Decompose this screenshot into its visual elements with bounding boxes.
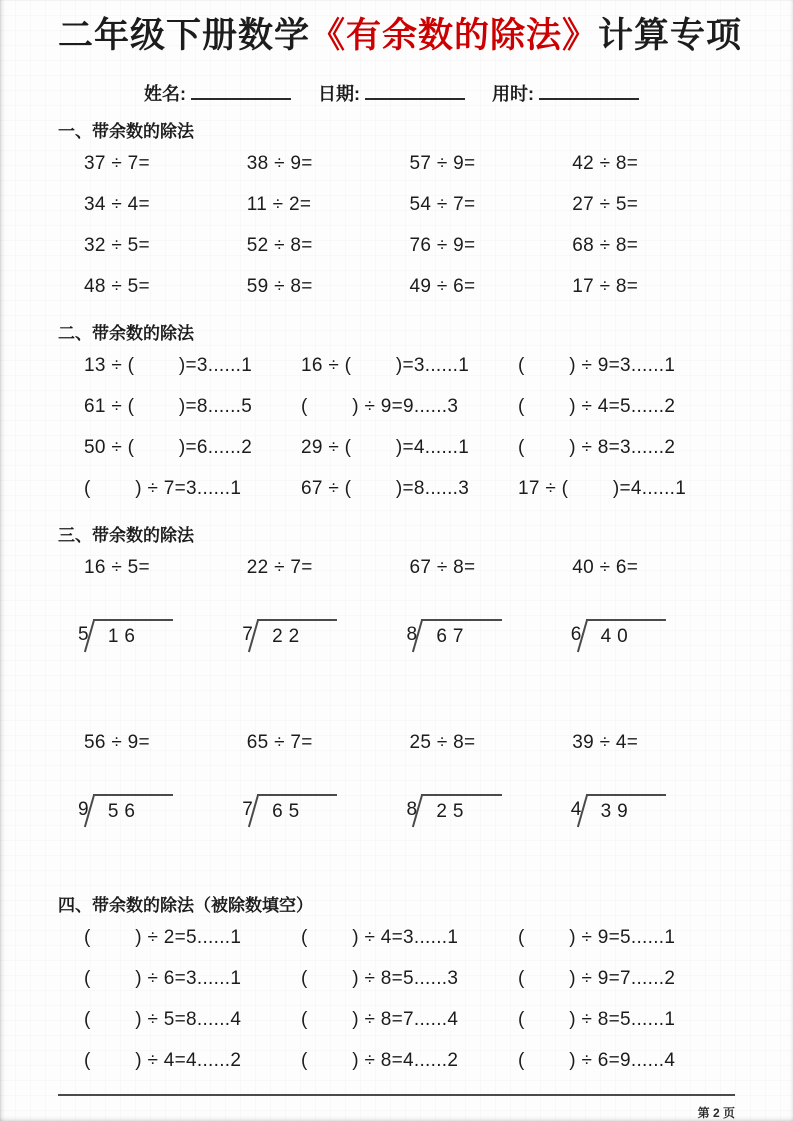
section-3-heading: 三、带余数的除法 [58, 525, 194, 545]
dividend: 3 9 [586, 794, 666, 825]
problem: ( ) ÷ 4=3......1 [301, 927, 459, 949]
long-division-row [58, 794, 735, 836]
title-prefix: 二年级下册数学 [58, 16, 311, 55]
problem-row [58, 144, 735, 185]
title-suffix: 计算专项 [598, 16, 743, 55]
divisor: 4 [570, 798, 582, 820]
time-field [492, 84, 649, 104]
dividend: 4 0 [586, 619, 666, 650]
problem-row [58, 428, 735, 469]
problem-row [58, 1000, 735, 1041]
long-division-row [58, 619, 735, 661]
info-line [58, 80, 735, 106]
long-division [78, 794, 242, 825]
long-division [78, 619, 242, 650]
problem: ( ) ÷ 9=7......2 [518, 968, 676, 990]
divisor: 9 [78, 798, 89, 820]
page-number: 第 2 页 [697, 1105, 735, 1120]
problem: 59 ÷ 8= [246, 276, 313, 298]
problem-row [58, 918, 735, 959]
dividend: 2 2 [257, 619, 337, 650]
problem-row [58, 959, 735, 1000]
long-division [571, 619, 735, 650]
problem: ( ) ÷ 8=7......4 [301, 1009, 459, 1031]
problem: 37 ÷ 7= [84, 153, 150, 175]
title-highlight: 《有余数的除法》 [310, 16, 599, 55]
date-field [318, 84, 475, 104]
problem: ( ) ÷ 9=3......1 [518, 355, 676, 377]
divisor: 7 [242, 798, 254, 820]
long-division [242, 619, 406, 650]
time-label: 用时: [492, 83, 535, 104]
problem: 67 ÷ ( )=8......3 [301, 478, 470, 500]
problem: 16 ÷ 5= [84, 557, 150, 579]
problem-row [58, 1041, 735, 1082]
problem: ( ) ÷ 9=5......1 [518, 927, 676, 949]
problem-row [58, 185, 735, 226]
name-label: 姓名: [143, 83, 186, 104]
problem: 50 ÷ ( )=6......2 [84, 437, 253, 459]
footer-divider [58, 1094, 735, 1096]
section-4 [58, 893, 735, 1082]
dividend: 6 7 [421, 619, 501, 650]
divisor: 8 [406, 798, 418, 820]
problem: 57 ÷ 9= [409, 153, 476, 175]
dividend: 6 5 [257, 794, 337, 825]
problem: 52 ÷ 8= [246, 235, 313, 257]
divisor: 5 [78, 623, 89, 645]
problem: 17 ÷ ( )=4......1 [518, 478, 687, 500]
problem: ( ) ÷ 6=3......1 [84, 968, 242, 990]
problem-row [58, 387, 735, 428]
problem-row [58, 267, 735, 308]
section-1-heading: 一、带余数的除法 [58, 121, 194, 141]
problem: 11 ÷ 2= [246, 194, 312, 216]
problem: 54 ÷ 7= [409, 194, 476, 216]
problem: ( ) ÷ 5=8......4 [84, 1009, 242, 1031]
problem: 40 ÷ 6= [572, 557, 639, 579]
problem: ( ) ÷ 8=3......2 [518, 437, 676, 459]
problem: 17 ÷ 8= [572, 276, 639, 298]
section-1 [58, 119, 735, 308]
page-title [58, 14, 743, 58]
problem: 65 ÷ 7= [246, 732, 313, 754]
long-division [407, 794, 571, 825]
problem: 49 ÷ 6= [409, 276, 476, 298]
problem: 61 ÷ ( )=8......5 [84, 396, 253, 418]
problem: 32 ÷ 5= [84, 235, 150, 257]
problem: 39 ÷ 4= [572, 732, 639, 754]
problem-row [58, 226, 735, 267]
problem: 16 ÷ ( )=3......1 [301, 355, 470, 377]
problem: 48 ÷ 5= [84, 276, 150, 298]
problem-row [58, 723, 735, 764]
problem: ( ) ÷ 4=5......2 [518, 396, 676, 418]
problem: 22 ÷ 7= [246, 557, 313, 579]
divisor: 6 [570, 623, 582, 645]
problem: 38 ÷ 9= [246, 153, 313, 175]
section-3 [58, 523, 735, 880]
dividend: 5 6 [93, 794, 173, 825]
date-blank [365, 85, 465, 100]
problem-row [58, 346, 735, 387]
problem: ( ) ÷ 7=3......1 [84, 478, 242, 500]
divisor: 7 [242, 623, 254, 645]
problem: 67 ÷ 8= [409, 557, 476, 579]
name-field [144, 84, 301, 104]
problem-row [58, 548, 735, 589]
problem: 34 ÷ 4= [84, 194, 150, 216]
divisor: 8 [406, 623, 418, 645]
problem: ( ) ÷ 6=9......4 [518, 1050, 676, 1072]
problem: ( ) ÷ 9=9......3 [301, 396, 459, 418]
problem: ( ) ÷ 8=4......2 [301, 1050, 459, 1072]
long-division [571, 794, 735, 825]
problem: 68 ÷ 8= [572, 235, 639, 257]
problem: 13 ÷ ( )=3......1 [84, 355, 253, 377]
long-division [242, 794, 406, 825]
problem: ( ) ÷ 8=5......3 [301, 968, 459, 990]
problem: 56 ÷ 9= [84, 732, 150, 754]
problem: 25 ÷ 8= [409, 732, 476, 754]
problem: 42 ÷ 8= [572, 153, 639, 175]
section-2 [58, 321, 735, 510]
dividend: 2 5 [421, 794, 501, 825]
problem: 76 ÷ 9= [409, 235, 476, 257]
problem: ( ) ÷ 8=5......1 [518, 1009, 676, 1031]
problem: ( ) ÷ 2=5......1 [84, 927, 242, 949]
long-division [407, 619, 571, 650]
problem: 29 ÷ ( )=4......1 [301, 437, 470, 459]
name-blank [191, 85, 291, 100]
problem: ( ) ÷ 4=4......2 [84, 1050, 242, 1072]
section-2-heading: 二、带余数的除法 [58, 323, 194, 343]
section-4-heading: 四、带余数的除法（被除数填空） [58, 895, 313, 915]
time-blank [539, 85, 639, 100]
date-label: 日期: [318, 83, 360, 104]
dividend: 1 6 [93, 619, 173, 650]
problem-row [58, 469, 735, 510]
problem: 27 ÷ 5= [572, 194, 639, 216]
